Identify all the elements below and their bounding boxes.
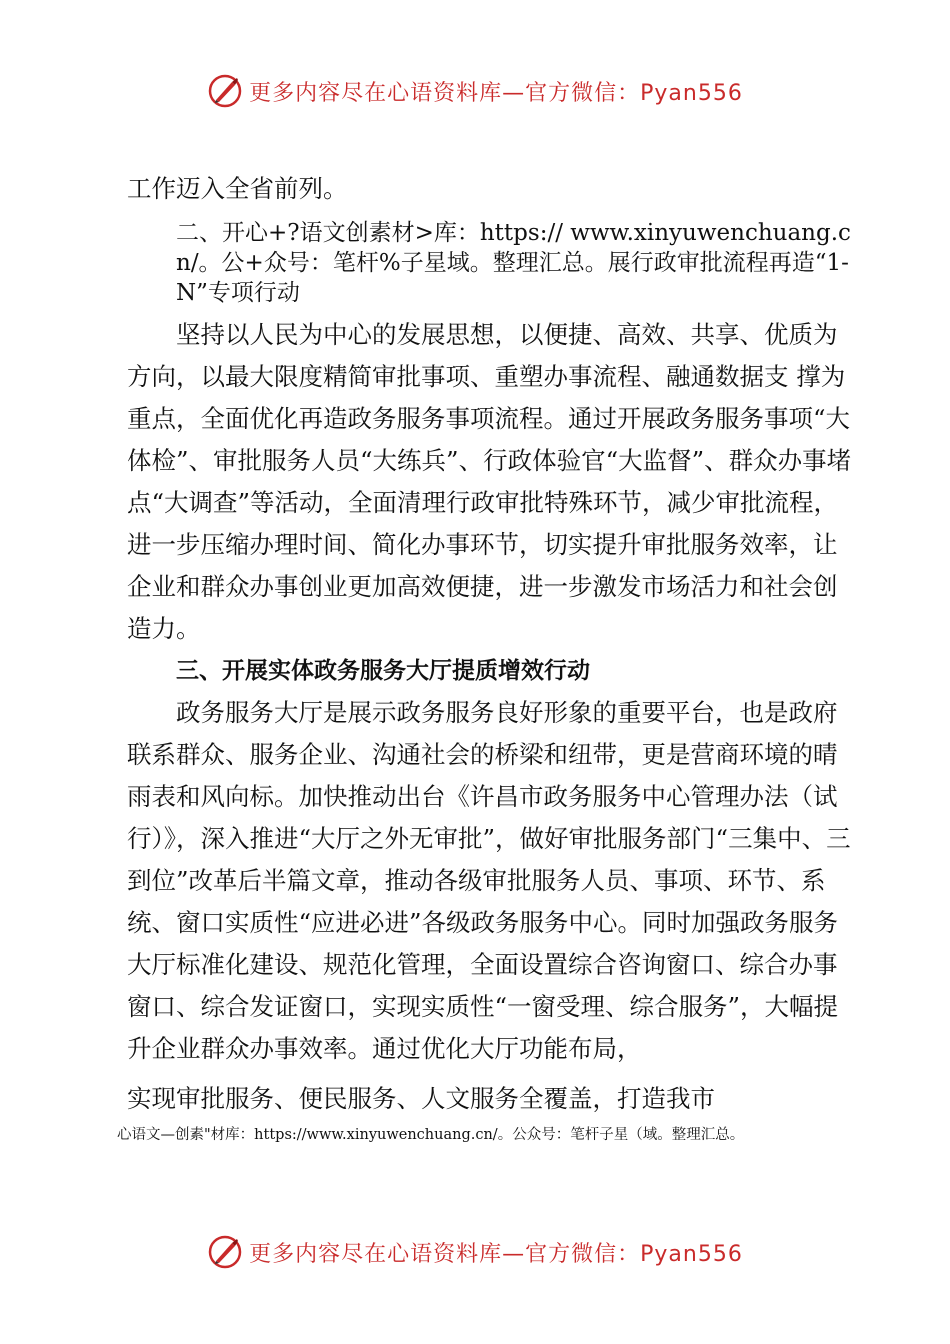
footer-banner	[0, 1227, 950, 1277]
paragraph-continuation: 工作迈入全省前列。	[127, 174, 348, 203]
section-3-last-line: 实现审批服务、便民服务、人文服务全覆盖，打造我市	[127, 1084, 715, 1113]
header-banner	[0, 66, 950, 116]
section-3-paragraph: 政务服务大厅是展示政务服务良好形象的重要平台，也是政府联系群众、服务企业、沟通社会的桥梁和纽带，更是营商环境的晴雨表和风向标。加快推动出台《许昌市政务服务中心管理办法（试行）》，深入推进“大厅之外无审批”，做好审批服务部门“三集中、三到位”改革后半篇文章，推动各级审批服务人员、事项、环节、系统、窗口实质性“应进必进”各级政务服务中心。同时加强政务服务大厅标准化建设、规范化管理，全面设置综合咨询窗口、综合办事窗口、综合发证窗口，实现实质性“一窗受理、综合服务”，大幅提升企业群众办事效率。通过优化大厅功能布局，	[127, 698, 851, 1063]
banner-text: 更多内容尽在心语资料库—官方微信：Pyan556	[249, 80, 743, 106]
quill-pen-circle-icon	[207, 73, 243, 109]
document-body	[127, 168, 857, 1070]
quill-pen-circle-icon	[207, 1234, 243, 1270]
section-heading-3: 三、开展实体政务服务大厅提质增效行动	[176, 658, 590, 684]
footer-note: 心语文—创素"材库：https://www.xinyuwenchuang.cn/。公众号：笔杆子星（域。整理汇总。	[117, 1127, 745, 1143]
banner-text: 更多内容尽在心语资料库—官方微信：Pyan556	[249, 1241, 743, 1267]
section-2-paragraph: 坚持以人民为中心的发展思想，以便捷、高效、共享、优质为方向，以最大限度精简审批事项、重塑办事流程、融通数据支 撑为重点，全面优化再造政务服务事项流程。通过开展政务服务事项“大体检”、审批服务人员“大练兵”、行政体验官“大监督”、群众办事堵点“大调查”等活动，全面清理行政审批特殊环节，减少审批流程，进一步压缩办理时间、简化办事环节，切实提升审批服务效率，让企业和群众办事创业更加高效便捷，进一步激发市场活力和社会创造力。	[127, 320, 852, 643]
section-heading-2: 二、开心+?语文创素材>库：https:// www.xinyuwenchuang.cn/。公+众号：笔杆%子星域。整理汇总。展行政审批流程再造“1-N”专项行动	[176, 220, 851, 306]
